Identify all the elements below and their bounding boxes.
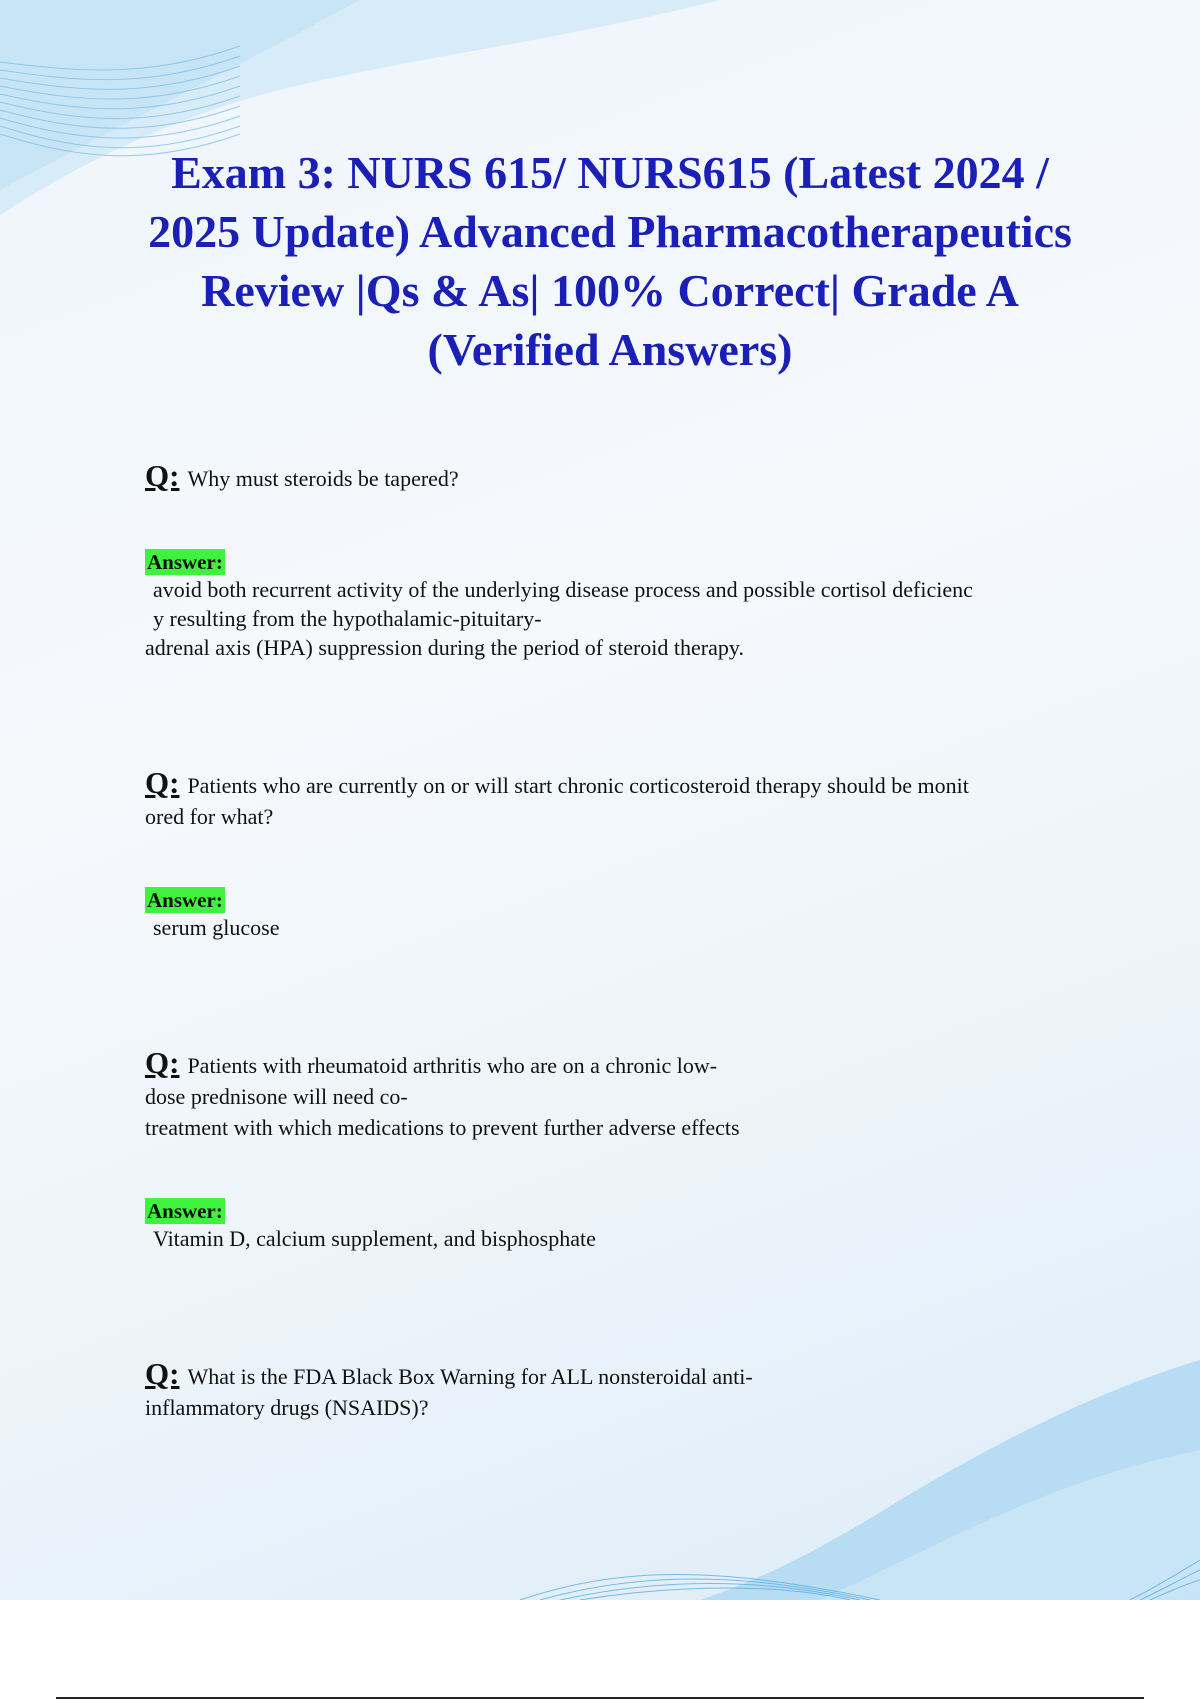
footer-divider [56,1697,1144,1699]
question-text: Patients who are currently on or will start chronic corticosteroid therapy should be monit ored for what? [145,773,969,829]
question-block [145,767,1085,832]
question-block [145,1358,1085,1423]
qa-list [145,460,1085,1423]
answer-text: avoid both recurrent activity of the underlying disease process and possible cortisol deficienc y resulting from the hypothalamic-pituitary- [153,577,973,631]
qa-item-1 [145,460,1085,662]
answer-text: Vitamin D, calcium supplement, and bisphosphate [153,1226,596,1251]
question-marker: Q: [145,1356,180,1391]
qa-item-4 [145,1358,1085,1423]
question-text: Patients with rheumatoid arthritis who are on a chronic low- dose prednisone will need co- treatment with which medications to prevent further adverse effects [145,1053,740,1140]
question-marker: Q: [145,1045,180,1080]
answer-text: serum glucose [153,915,280,940]
qa-item-2 [145,767,1085,942]
question-block [145,1047,1085,1143]
question-marker: Q: [145,765,180,800]
question-block [145,460,1085,494]
question-text: Why must steroids be tapered? [187,466,459,491]
answer-label: Answer: [147,888,223,912]
answer-label: Answer: [147,1199,223,1223]
qa-item-3 [145,1047,1085,1253]
answer-label: Answer: [147,550,223,574]
question-marker: Q: [145,458,180,493]
question-text: What is the FDA Black Box Warning for ALL nonsteroidal anti- inflammatory drugs (NSAIDS)? [145,1364,753,1420]
document-title: Exam 3: NURS 615/ NURS615 (Latest 2024 / 2025 Update) Advanced Pharmacotherapeutics Review |Qs & As| 100% Correct| Grade A (Verified Answers) [148,147,1072,375]
answer-text: adrenal axis (HPA) suppression during the period of steroid therapy. [145,635,744,660]
